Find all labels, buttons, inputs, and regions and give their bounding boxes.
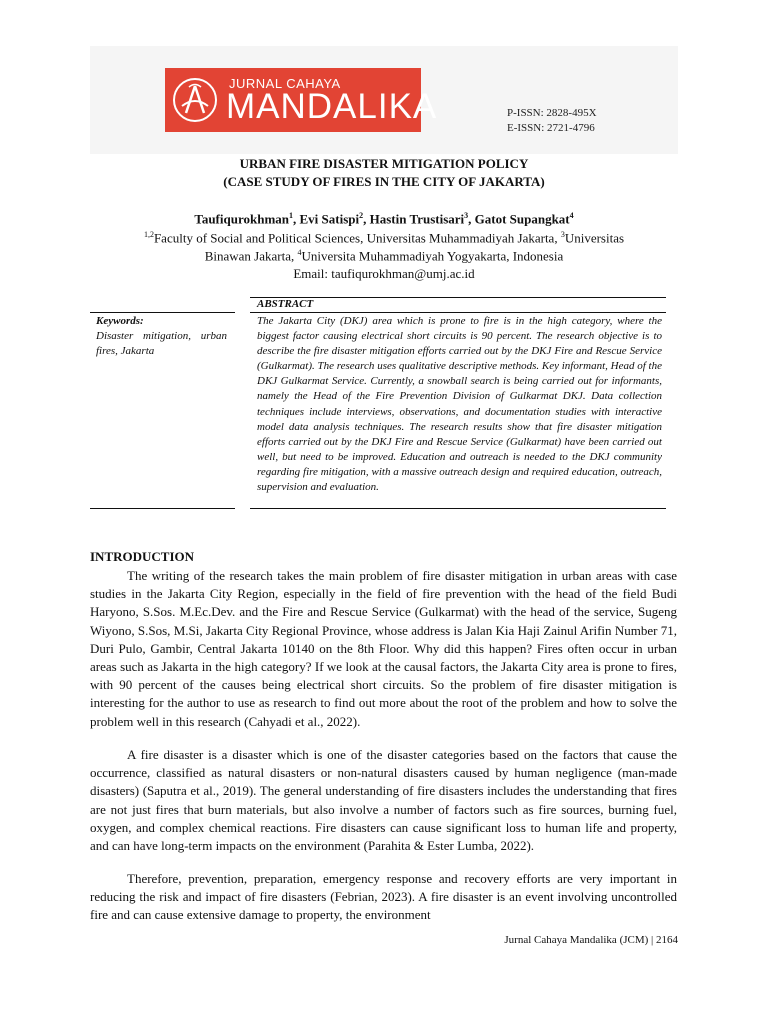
affiliation-sup: 3 — [560, 230, 565, 239]
affiliation-text: Universita Muhammadiyah Yogyakarta, Indonesia — [301, 248, 564, 264]
abstract-bottom-rule — [250, 508, 666, 509]
emblem-icon — [171, 76, 219, 124]
intro-paragraph-3: Therefore, prevention, preparation, emergency response and recovery efforts are very important in reducing the risk and impact of fire disasters (Febrian, 2023). A fire disaster is an event involving uncontrolled fire and can cause extensive damage to property, the environment — [90, 871, 677, 923]
affiliation-text: Universitas — [564, 230, 625, 246]
author-list: Taufiqurokhman$^1$, Evi Satispi$^2$, Hastin Trustisari$^3$, Gatot Supangkat$^4$ — [194, 211, 574, 227]
author-email: Email: taufiqurokhman@umj.ac.id — [293, 266, 475, 281]
keywords-text: Disaster mitigation, urban fires, Jakarta — [96, 330, 227, 357]
author-name: Hastin Trustisari — [369, 211, 465, 227]
intro-paragraph-1: The writing of the research takes the main problem of fire disaster mitigation in urban areas with case studies in the Jakarta City Region, especially in the field of fire prevention with the head of the field Budi Haryono, S.Sos. M.Ec.Dev. and the Fire and Rescue Service (Gulkarmat) with the head of the service, Sugeng Wiyono, S.Sos, M.Si, Jakarta City Regional Province, whose address is Jalan Kia Haji Zainul Arifin Number 71, Duri Pulo, Gambir, Central Jakarta 10140 on the 8th Floor. Why did this happen? Fires often occur in urban areas such as Jakarta in the high category? If we look at the causal factors, the Jakarta City area is prone to fires, with 90 percent of the causes being electrical short circuits. So the problem of fire disaster mitigation is interesting for the author to use as research to find out more about the root of the problem and how to solve the problem well in this research (Cahyadi et al., 2022). — [90, 568, 677, 729]
paper-title-line-2: (CASE STUDY OF FIRES IN THE CITY OF JAKARTA) — [223, 174, 545, 189]
author-name: Evi Satispi — [299, 211, 360, 227]
author-name: Taufiqurokhman — [194, 211, 290, 227]
author-name: Gatot Supangkat — [474, 211, 570, 227]
affiliation-line-2 — [0, 248, 768, 264]
e-issn: E-ISSN: 2721-4796 — [507, 122, 595, 134]
keywords-heading: Keywords: — [96, 315, 144, 327]
abstract-header-rule — [250, 312, 666, 313]
paper-title-line-1: URBAN FIRE DISASTER MITIGATION POLICY — [239, 156, 529, 171]
keywords-bottom-rule — [90, 508, 235, 509]
affiliation-sup: 4 — [297, 248, 302, 257]
abstract-text: The Jakarta City (DKJ) area which is prone to fire is in the high category, where the biggest factor causing electrical short circuits is 90 percent. The research objective is to describe the fire disaster mitigation efforts carried out by the DKJ Fire and Rescue Service (Gulkarmat). The research uses qualitative descriptive methods. Key informant, Head of the DKJ Gulkarmat Service. Currently, a snowball search is being carried out for informants, namely the Head of the Fire Prevention Division of Gulkarmat DKJ. Data collection techniques include interviews, observations, and documentation studies with interactive model data analysis techniques. The research results show that fire disaster mitigation efforts carried out by the DKJ Fire and Rescue Service (Gulkarmat) have been carried out well, but need to be improved. Education and outreach is needed to the DKJ community regarding fire mitigation, with a massive outreach design and required education, outreach, supervision and evaluation. — [257, 315, 662, 494]
abstract-heading: ABSTRACT — [257, 298, 314, 310]
page-footer: Jurnal Cahaya Mandalika (JCM) | 2164 — [504, 934, 678, 946]
affiliation-text: Faculty of Social and Political Sciences, Universitas Muhammadiyah Jakarta, — [153, 230, 561, 246]
affiliation-text: Binawan Jakarta, — [204, 248, 298, 264]
intro-paragraph-2: A fire disaster is a disaster which is one of the disaster categories based on the factors that cause the occurrence, classified as natural disasters or non-natural disasters caused by human negligence (man-made disasters) (Saputra et al., 2019). The general understanding of fire disasters includes the understanding that fires are not just fires that burn materials, but also involve a number of factors such as fire sources, burning fuel, oxygen, and complex chemical reactions. Fire disasters can cause significant loss to human life and property, and can have long-term impacts on the environment (Parahita & Ester Lumba, 2022). — [90, 747, 677, 854]
logo-small-text: JURNAL CAHAYA — [229, 76, 341, 91]
logo-big-text: MANDALIKA — [226, 87, 438, 126]
affiliation-line-1 — [0, 230, 768, 246]
author-sup: 1 — [289, 211, 294, 220]
keywords-top-rule — [90, 312, 235, 313]
author-sup: 2 — [359, 211, 364, 220]
introduction-heading: INTRODUCTION — [90, 549, 195, 564]
author-sup: 3 — [464, 211, 469, 220]
p-issn: P-ISSN: 2828-495X — [507, 107, 597, 119]
author-sup: 4 — [569, 211, 574, 220]
affiliation-sup: 1,2 — [143, 230, 154, 239]
journal-logo — [165, 68, 438, 132]
